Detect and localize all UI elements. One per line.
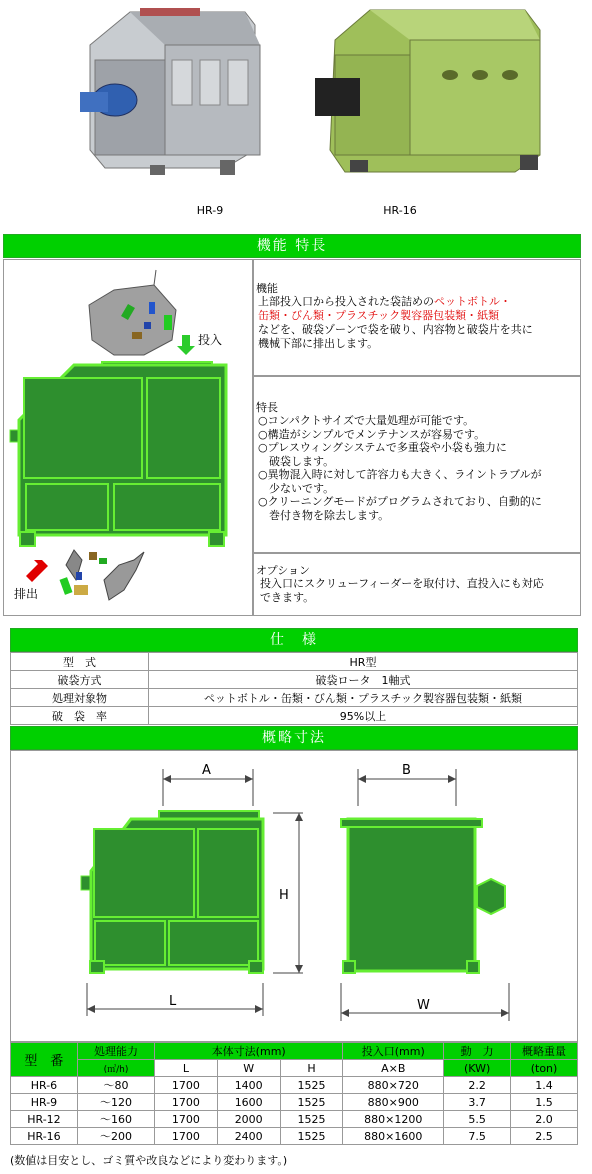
h-weight: 概略重量	[511, 1043, 578, 1060]
model-table	[10, 1042, 578, 1145]
cell: 3.7	[444, 1094, 511, 1111]
func-line4: 機械下部に排出します。	[258, 337, 379, 350]
opt-line: できます。	[260, 591, 315, 604]
cell: 1700	[155, 1128, 218, 1145]
table-row	[11, 1111, 578, 1128]
spec-row	[11, 707, 578, 725]
cell: ～120	[77, 1094, 154, 1111]
opt-line: 投入口にスクリューフィーダーを取付け、直投入にも対応	[260, 577, 544, 590]
cell: 1525	[280, 1094, 343, 1111]
feat-line: 少ないです。	[258, 481, 335, 495]
cell: 1.5	[511, 1094, 578, 1111]
cell: 880×720	[343, 1077, 444, 1094]
dim-H: H	[279, 888, 289, 903]
cell: 2.2	[444, 1077, 511, 1094]
h-model: 型 番	[11, 1043, 78, 1077]
h-W: W	[217, 1060, 280, 1077]
h-power: 動 力	[444, 1043, 511, 1060]
func-panel	[253, 259, 581, 376]
cell: HR-6	[11, 1077, 78, 1094]
table-row	[11, 1094, 578, 1111]
cell: ～80	[77, 1077, 154, 1094]
feat-line: ○構造がシンプルでメンテナンスが容易です。	[258, 427, 486, 441]
cell: ～160	[77, 1111, 154, 1128]
spec-row	[11, 671, 578, 689]
spec-key: 破 袋 率	[11, 707, 149, 725]
table-note: (数値は目安とし、ゴミ質や改良などにより変わります。)	[10, 1154, 288, 1167]
out-label: 排出	[14, 587, 39, 601]
cell: HR-9	[11, 1094, 78, 1111]
features-title: 機能 特長	[3, 234, 581, 258]
feat-head: 特長	[256, 401, 278, 414]
func-line1a: 上部投入口から投入された袋詰めの	[258, 295, 434, 308]
func-line3: などを、破袋ゾーンで袋を破り、内容物と破袋片を共に	[258, 323, 533, 336]
h-inlet: 投入口(mm)	[343, 1043, 444, 1060]
cell: 2.5	[511, 1128, 578, 1145]
cell: 1600	[217, 1094, 280, 1111]
feat-panel	[253, 376, 581, 553]
feat-line: ○コンパクトサイズで大量処理が可能です。	[258, 414, 475, 427]
h-AxB: A×B	[343, 1060, 444, 1077]
cell: 7.5	[444, 1128, 511, 1145]
spec-row	[11, 689, 578, 707]
dim-W: W	[417, 998, 430, 1013]
cell: 1700	[155, 1094, 218, 1111]
feat-line: 破袋します。	[258, 454, 335, 468]
func-line1b: ペットボトル・	[434, 295, 511, 308]
cell: 2.0	[511, 1111, 578, 1128]
cell: 2000	[217, 1111, 280, 1128]
dim-A: A	[202, 763, 211, 778]
cell: HR-12	[11, 1111, 78, 1128]
spec-key: 型 式	[11, 653, 149, 671]
feat-line: 巻付き物を除去します。	[258, 508, 390, 522]
cell: 880×1600	[343, 1128, 444, 1145]
dims-drawing	[10, 750, 578, 1042]
dim-B: B	[402, 763, 411, 778]
in-label: 投入	[198, 333, 223, 347]
spec-value: ペットボトル・缶類・びん類・プラスチック製容器包装類・紙類	[149, 689, 578, 707]
photo-hr9-caption: HR-9	[196, 204, 224, 217]
h-cap-unit: (㎥/h)	[77, 1060, 154, 1077]
table-row	[11, 1077, 578, 1094]
cell: 880×900	[343, 1094, 444, 1111]
spec-title: 仕 様	[10, 628, 578, 652]
cell: 1400	[217, 1077, 280, 1094]
spec-value: 95%以上	[149, 707, 578, 725]
spec-value: HR型	[149, 653, 578, 671]
h-H: H	[280, 1060, 343, 1077]
h-power-unit: (KW)	[444, 1060, 511, 1077]
spec-key: 破袋方式	[11, 671, 149, 689]
cell: 1525	[280, 1111, 343, 1128]
h-body: 本体寸法(mm)	[155, 1043, 343, 1060]
spec-key: 処理対象物	[11, 689, 149, 707]
spec-value: 破袋ロータ 1軸式	[149, 671, 578, 689]
func-line2: 缶類・びん類・プラスチック製容器包装類・紙類	[258, 309, 500, 322]
h-cap: 処理能力	[77, 1043, 154, 1060]
photo-hr9	[70, 0, 270, 190]
cell: 2400	[217, 1128, 280, 1145]
func-head: 機能	[256, 282, 278, 295]
cell: HR-16	[11, 1128, 78, 1145]
dim-L: L	[169, 994, 177, 1009]
feat-line: ○異物混入時に対して許容力も大きく、ライントラブルが	[258, 468, 542, 481]
cell: 1700	[155, 1111, 218, 1128]
cell: 1525	[280, 1077, 343, 1094]
opt-head: オプション	[256, 564, 311, 577]
dims-title: 概略寸法	[10, 726, 578, 750]
photo-hr16	[300, 0, 550, 190]
features-left-panel	[3, 259, 253, 616]
h-weight-unit: (ton)	[511, 1060, 578, 1077]
cell: 1700	[155, 1077, 218, 1094]
feat-line: ○プレスウィングシステムで多重袋や小袋も強力に	[258, 441, 507, 454]
spec-row	[11, 653, 578, 671]
table-row	[11, 1128, 578, 1145]
option-panel	[253, 553, 581, 616]
photo-hr16-caption: HR-16	[383, 204, 417, 217]
h-L: L	[155, 1060, 218, 1077]
cell: 5.5	[444, 1111, 511, 1128]
cell: 1.4	[511, 1077, 578, 1094]
cell: 1525	[280, 1128, 343, 1145]
cell: 880×1200	[343, 1111, 444, 1128]
feat-line: ○クリーニングモードがプログラムされており、自動的に	[258, 495, 542, 508]
spec-table	[10, 652, 578, 725]
cell: ～200	[77, 1128, 154, 1145]
